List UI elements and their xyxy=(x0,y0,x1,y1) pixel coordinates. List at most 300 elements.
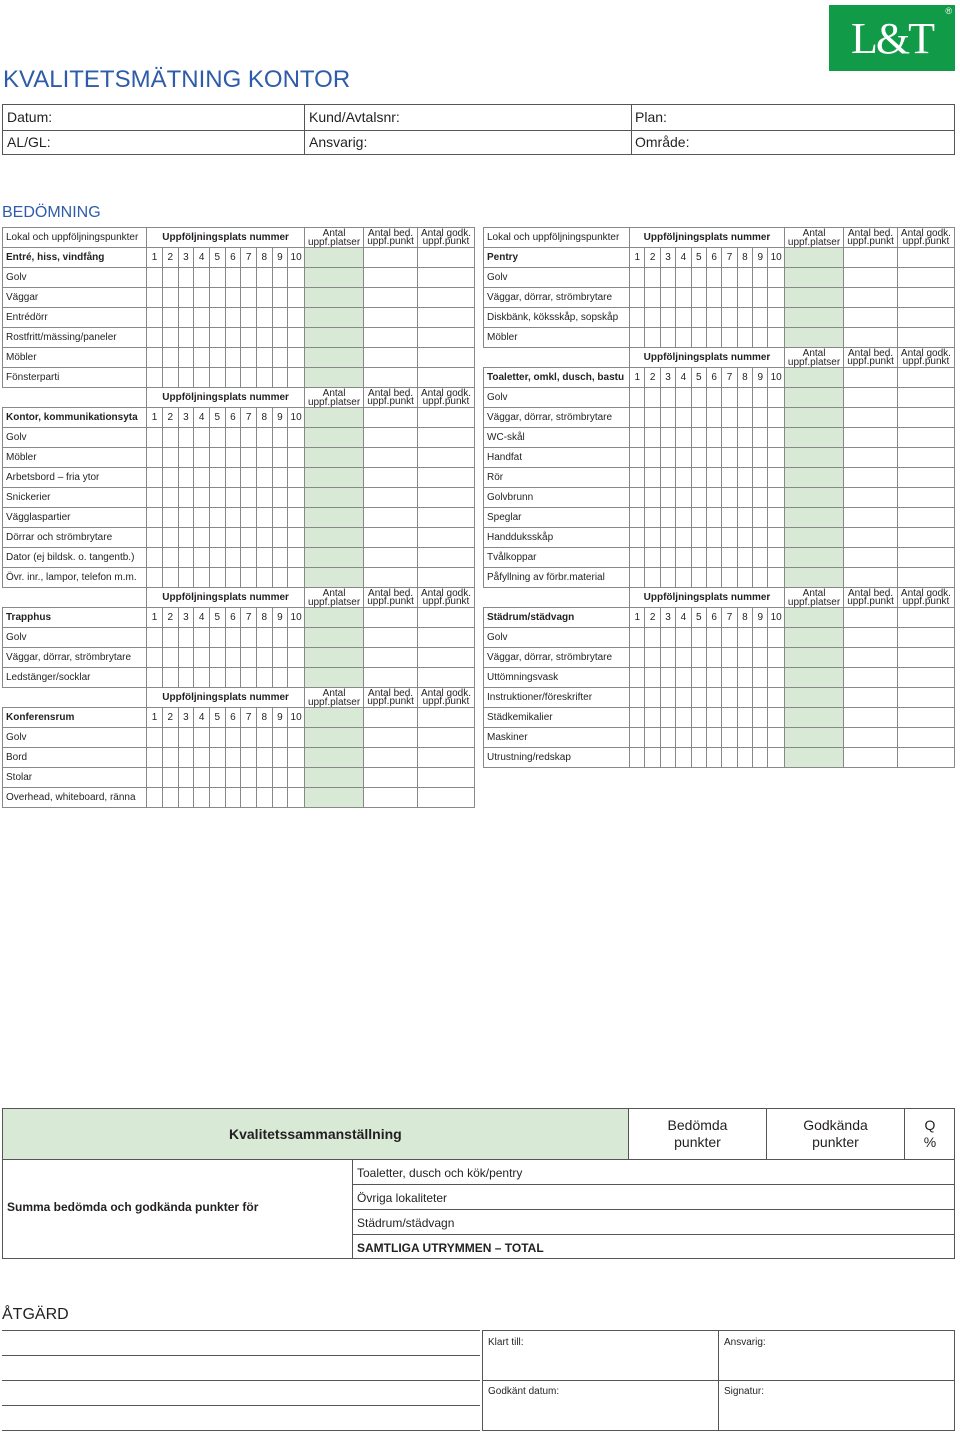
score-cell[interactable] xyxy=(768,428,785,448)
score-cell[interactable] xyxy=(691,328,706,348)
score-cell[interactable] xyxy=(272,428,288,448)
score-cell[interactable] xyxy=(194,528,210,548)
score-cell[interactable] xyxy=(209,628,225,648)
score-cell[interactable] xyxy=(272,768,288,788)
score-cell[interactable] xyxy=(256,308,272,328)
score-cell[interactable] xyxy=(272,268,288,288)
score-cell[interactable] xyxy=(645,548,660,568)
score-cell[interactable] xyxy=(241,728,257,748)
score-cell[interactable] xyxy=(722,268,737,288)
score-cell[interactable] xyxy=(178,348,194,368)
godk-cell[interactable] xyxy=(897,608,954,628)
score-cell[interactable] xyxy=(768,448,785,468)
score-cell[interactable] xyxy=(209,348,225,368)
score-cell[interactable] xyxy=(660,648,675,668)
score-cell[interactable] xyxy=(753,328,768,348)
score-cell[interactable] xyxy=(768,728,785,748)
score-cell[interactable] xyxy=(241,628,257,648)
antal-cell[interactable] xyxy=(304,648,363,668)
score-cell[interactable] xyxy=(722,428,737,448)
score-cell[interactable] xyxy=(630,268,645,288)
score-cell[interactable] xyxy=(768,468,785,488)
score-cell[interactable] xyxy=(225,788,241,808)
score-cell[interactable] xyxy=(288,368,305,388)
score-cell[interactable] xyxy=(768,568,785,588)
score-cell[interactable] xyxy=(660,628,675,648)
score-cell[interactable] xyxy=(194,508,210,528)
bed-cell[interactable] xyxy=(364,708,418,728)
antal-cell[interactable] xyxy=(304,368,363,388)
score-cell[interactable] xyxy=(660,548,675,568)
score-cell[interactable] xyxy=(676,288,691,308)
score-cell[interactable] xyxy=(288,528,305,548)
score-cell[interactable] xyxy=(147,568,163,588)
score-cell[interactable] xyxy=(706,408,721,428)
score-cell[interactable] xyxy=(706,388,721,408)
godk-cell[interactable] xyxy=(417,788,474,808)
score-cell[interactable] xyxy=(162,328,178,348)
score-cell[interactable] xyxy=(645,508,660,528)
score-cell[interactable] xyxy=(147,768,163,788)
score-cell[interactable] xyxy=(645,488,660,508)
bed-cell[interactable] xyxy=(844,668,898,688)
bed-cell[interactable] xyxy=(364,768,418,788)
score-cell[interactable] xyxy=(162,668,178,688)
score-cell[interactable] xyxy=(768,308,785,328)
score-cell[interactable] xyxy=(147,368,163,388)
bed-cell[interactable] xyxy=(364,608,418,628)
score-cell[interactable] xyxy=(162,348,178,368)
score-cell[interactable] xyxy=(691,428,706,448)
score-cell[interactable] xyxy=(768,488,785,508)
score-cell[interactable] xyxy=(147,328,163,348)
godk-cell[interactable] xyxy=(417,728,474,748)
score-cell[interactable] xyxy=(288,548,305,568)
score-cell[interactable] xyxy=(209,468,225,488)
bed-cell[interactable] xyxy=(364,728,418,748)
score-cell[interactable] xyxy=(706,428,721,448)
score-cell[interactable] xyxy=(225,568,241,588)
antal-cell[interactable] xyxy=(304,468,363,488)
score-cell[interactable] xyxy=(768,288,785,308)
score-cell[interactable] xyxy=(691,668,706,688)
antal-cell[interactable] xyxy=(304,728,363,748)
score-cell[interactable] xyxy=(737,728,752,748)
score-cell[interactable] xyxy=(691,708,706,728)
score-cell[interactable] xyxy=(178,528,194,548)
score-cell[interactable] xyxy=(645,568,660,588)
score-cell[interactable] xyxy=(676,328,691,348)
antal-cell[interactable] xyxy=(304,668,363,688)
antal-cell[interactable] xyxy=(784,628,843,648)
godk-cell[interactable] xyxy=(897,568,954,588)
score-cell[interactable] xyxy=(691,488,706,508)
score-cell[interactable] xyxy=(630,488,645,508)
bed-cell[interactable] xyxy=(844,388,898,408)
score-cell[interactable] xyxy=(194,728,210,748)
score-cell[interactable] xyxy=(722,488,737,508)
score-cell[interactable] xyxy=(676,508,691,528)
score-cell[interactable] xyxy=(256,328,272,348)
score-cell[interactable] xyxy=(737,388,752,408)
godk-cell[interactable] xyxy=(417,428,474,448)
godk-cell[interactable] xyxy=(897,548,954,568)
score-cell[interactable] xyxy=(147,508,163,528)
score-cell[interactable] xyxy=(722,508,737,528)
antal-cell[interactable] xyxy=(304,768,363,788)
score-cell[interactable] xyxy=(645,728,660,748)
score-cell[interactable] xyxy=(162,768,178,788)
score-cell[interactable] xyxy=(256,268,272,288)
score-cell[interactable] xyxy=(178,648,194,668)
score-cell[interactable] xyxy=(706,748,721,768)
score-cell[interactable] xyxy=(706,308,721,328)
score-cell[interactable] xyxy=(768,548,785,568)
score-cell[interactable] xyxy=(147,448,163,468)
score-cell[interactable] xyxy=(660,468,675,488)
score-cell[interactable] xyxy=(162,788,178,808)
score-cell[interactable] xyxy=(194,548,210,568)
godk-cell[interactable] xyxy=(417,308,474,328)
score-cell[interactable] xyxy=(288,448,305,468)
score-cell[interactable] xyxy=(691,408,706,428)
antal-cell[interactable] xyxy=(784,688,843,708)
score-cell[interactable] xyxy=(737,548,752,568)
score-cell[interactable] xyxy=(241,568,257,588)
score-cell[interactable] xyxy=(706,668,721,688)
score-cell[interactable] xyxy=(737,268,752,288)
score-cell[interactable] xyxy=(272,548,288,568)
score-cell[interactable] xyxy=(676,688,691,708)
score-cell[interactable] xyxy=(225,548,241,568)
bed-cell[interactable] xyxy=(844,568,898,588)
godk-cell[interactable] xyxy=(417,608,474,628)
score-cell[interactable] xyxy=(630,388,645,408)
score-cell[interactable] xyxy=(722,388,737,408)
score-cell[interactable] xyxy=(194,288,210,308)
score-cell[interactable] xyxy=(753,648,768,668)
score-cell[interactable] xyxy=(256,488,272,508)
score-cell[interactable] xyxy=(288,788,305,808)
score-cell[interactable] xyxy=(178,368,194,388)
score-cell[interactable] xyxy=(288,728,305,748)
score-cell[interactable] xyxy=(272,568,288,588)
antal-cell[interactable] xyxy=(784,288,843,308)
score-cell[interactable] xyxy=(630,668,645,688)
godk-cell[interactable] xyxy=(417,768,474,788)
score-cell[interactable] xyxy=(691,648,706,668)
ansvarig-field[interactable]: Ansvarig: xyxy=(309,134,368,150)
score-cell[interactable] xyxy=(225,268,241,288)
score-cell[interactable] xyxy=(288,488,305,508)
score-cell[interactable] xyxy=(660,688,675,708)
score-cell[interactable] xyxy=(178,448,194,468)
score-cell[interactable] xyxy=(660,668,675,688)
bed-cell[interactable] xyxy=(844,728,898,748)
antal-cell[interactable] xyxy=(304,428,363,448)
score-cell[interactable] xyxy=(737,568,752,588)
bed-cell[interactable] xyxy=(364,788,418,808)
score-cell[interactable] xyxy=(706,568,721,588)
score-cell[interactable] xyxy=(147,668,163,688)
score-cell[interactable] xyxy=(660,328,675,348)
score-cell[interactable] xyxy=(753,688,768,708)
score-cell[interactable] xyxy=(753,748,768,768)
score-cell[interactable] xyxy=(722,568,737,588)
score-cell[interactable] xyxy=(256,788,272,808)
score-cell[interactable] xyxy=(178,748,194,768)
antal-cell[interactable] xyxy=(784,268,843,288)
score-cell[interactable] xyxy=(209,368,225,388)
score-cell[interactable] xyxy=(722,688,737,708)
score-cell[interactable] xyxy=(737,428,752,448)
score-cell[interactable] xyxy=(256,648,272,668)
bed-cell[interactable] xyxy=(844,748,898,768)
score-cell[interactable] xyxy=(691,688,706,708)
score-cell[interactable] xyxy=(722,308,737,328)
score-cell[interactable] xyxy=(660,708,675,728)
score-cell[interactable] xyxy=(645,648,660,668)
bed-cell[interactable] xyxy=(364,428,418,448)
score-cell[interactable] xyxy=(691,448,706,468)
score-cell[interactable] xyxy=(147,728,163,748)
score-cell[interactable] xyxy=(645,448,660,468)
antal-cell[interactable] xyxy=(784,508,843,528)
score-cell[interactable] xyxy=(241,748,257,768)
score-cell[interactable] xyxy=(676,568,691,588)
score-cell[interactable] xyxy=(288,428,305,448)
kund-field[interactable]: Kund/Avtalsnr: xyxy=(309,109,400,125)
score-cell[interactable] xyxy=(706,508,721,528)
score-cell[interactable] xyxy=(147,548,163,568)
score-cell[interactable] xyxy=(178,488,194,508)
antal-cell[interactable] xyxy=(784,388,843,408)
score-cell[interactable] xyxy=(241,348,257,368)
score-cell[interactable] xyxy=(645,268,660,288)
score-cell[interactable] xyxy=(706,648,721,668)
score-cell[interactable] xyxy=(241,548,257,568)
score-cell[interactable] xyxy=(147,348,163,368)
score-cell[interactable] xyxy=(272,448,288,468)
bed-cell[interactable] xyxy=(844,528,898,548)
antal-cell[interactable] xyxy=(304,628,363,648)
score-cell[interactable] xyxy=(737,688,752,708)
bed-cell[interactable] xyxy=(364,488,418,508)
score-cell[interactable] xyxy=(162,548,178,568)
score-cell[interactable] xyxy=(288,328,305,348)
score-cell[interactable] xyxy=(630,288,645,308)
score-cell[interactable] xyxy=(178,568,194,588)
godk-cell[interactable] xyxy=(897,308,954,328)
godk-cell[interactable] xyxy=(417,708,474,728)
godk-cell[interactable] xyxy=(897,268,954,288)
score-cell[interactable] xyxy=(691,568,706,588)
godk-cell[interactable] xyxy=(417,668,474,688)
score-cell[interactable] xyxy=(706,448,721,468)
score-cell[interactable] xyxy=(272,748,288,768)
omrade-field[interactable]: Område: xyxy=(635,134,690,150)
score-cell[interactable] xyxy=(706,488,721,508)
score-cell[interactable] xyxy=(737,668,752,688)
antal-cell[interactable] xyxy=(304,288,363,308)
score-cell[interactable] xyxy=(272,648,288,668)
score-cell[interactable] xyxy=(645,528,660,548)
score-cell[interactable] xyxy=(147,528,163,548)
antal-cell[interactable] xyxy=(304,488,363,508)
antal-cell[interactable] xyxy=(784,328,843,348)
antal-cell[interactable] xyxy=(304,548,363,568)
score-cell[interactable] xyxy=(241,288,257,308)
score-cell[interactable] xyxy=(178,328,194,348)
bed-cell[interactable] xyxy=(844,488,898,508)
score-cell[interactable] xyxy=(706,288,721,308)
bed-cell[interactable] xyxy=(364,468,418,488)
score-cell[interactable] xyxy=(147,488,163,508)
godk-cell[interactable] xyxy=(417,508,474,528)
score-cell[interactable] xyxy=(225,468,241,488)
score-cell[interactable] xyxy=(676,708,691,728)
score-cell[interactable] xyxy=(645,628,660,648)
score-cell[interactable] xyxy=(241,528,257,548)
score-cell[interactable] xyxy=(225,328,241,348)
score-cell[interactable] xyxy=(753,668,768,688)
score-cell[interactable] xyxy=(272,468,288,488)
score-cell[interactable] xyxy=(645,748,660,768)
score-cell[interactable] xyxy=(753,568,768,588)
score-cell[interactable] xyxy=(288,568,305,588)
antal-cell[interactable] xyxy=(304,348,363,368)
score-cell[interactable] xyxy=(178,788,194,808)
signatur-field[interactable]: Signatur: xyxy=(724,1386,765,1397)
bed-cell[interactable] xyxy=(364,668,418,688)
score-cell[interactable] xyxy=(162,628,178,648)
score-cell[interactable] xyxy=(706,548,721,568)
score-cell[interactable] xyxy=(691,748,706,768)
score-cell[interactable] xyxy=(225,748,241,768)
score-cell[interactable] xyxy=(288,668,305,688)
godk-cell[interactable] xyxy=(897,708,954,728)
godk-cell[interactable] xyxy=(897,728,954,748)
score-cell[interactable] xyxy=(272,348,288,368)
godk-cell[interactable] xyxy=(897,248,954,268)
score-cell[interactable] xyxy=(225,308,241,328)
score-cell[interactable] xyxy=(645,388,660,408)
antal-cell[interactable] xyxy=(784,548,843,568)
antal-cell[interactable] xyxy=(784,448,843,468)
score-cell[interactable] xyxy=(194,648,210,668)
score-cell[interactable] xyxy=(147,788,163,808)
score-cell[interactable] xyxy=(241,788,257,808)
godk-cell[interactable] xyxy=(897,648,954,668)
bed-cell[interactable] xyxy=(364,348,418,368)
score-cell[interactable] xyxy=(256,428,272,448)
score-cell[interactable] xyxy=(691,468,706,488)
score-cell[interactable] xyxy=(147,308,163,328)
score-cell[interactable] xyxy=(162,728,178,748)
score-cell[interactable] xyxy=(768,688,785,708)
score-cell[interactable] xyxy=(225,288,241,308)
score-cell[interactable] xyxy=(288,348,305,368)
score-cell[interactable] xyxy=(225,448,241,468)
score-cell[interactable] xyxy=(768,528,785,548)
score-cell[interactable] xyxy=(162,268,178,288)
score-cell[interactable] xyxy=(753,388,768,408)
antal-cell[interactable] xyxy=(784,668,843,688)
score-cell[interactable] xyxy=(737,628,752,648)
score-cell[interactable] xyxy=(162,748,178,768)
score-cell[interactable] xyxy=(194,348,210,368)
score-cell[interactable] xyxy=(722,548,737,568)
score-cell[interactable] xyxy=(676,628,691,648)
score-cell[interactable] xyxy=(722,668,737,688)
score-cell[interactable] xyxy=(162,488,178,508)
score-cell[interactable] xyxy=(753,468,768,488)
score-cell[interactable] xyxy=(288,768,305,788)
antal-cell[interactable] xyxy=(304,268,363,288)
score-cell[interactable] xyxy=(241,448,257,468)
godk-cell[interactable] xyxy=(417,408,474,428)
score-cell[interactable] xyxy=(272,528,288,548)
score-cell[interactable] xyxy=(645,288,660,308)
score-cell[interactable] xyxy=(768,268,785,288)
score-cell[interactable] xyxy=(645,668,660,688)
score-cell[interactable] xyxy=(162,528,178,548)
antal-cell[interactable] xyxy=(304,708,363,728)
antal-cell[interactable] xyxy=(304,308,363,328)
score-cell[interactable] xyxy=(147,268,163,288)
score-cell[interactable] xyxy=(209,288,225,308)
score-cell[interactable] xyxy=(209,748,225,768)
bed-cell[interactable] xyxy=(844,688,898,708)
antal-cell[interactable] xyxy=(784,648,843,668)
score-cell[interactable] xyxy=(162,568,178,588)
score-cell[interactable] xyxy=(256,528,272,548)
score-cell[interactable] xyxy=(162,468,178,488)
score-cell[interactable] xyxy=(225,728,241,748)
score-cell[interactable] xyxy=(241,308,257,328)
score-cell[interactable] xyxy=(660,568,675,588)
antal-cell[interactable] xyxy=(304,788,363,808)
bed-cell[interactable] xyxy=(844,408,898,428)
score-cell[interactable] xyxy=(737,748,752,768)
score-cell[interactable] xyxy=(256,568,272,588)
bed-cell[interactable] xyxy=(844,448,898,468)
score-cell[interactable] xyxy=(706,468,721,488)
score-cell[interactable] xyxy=(676,668,691,688)
score-cell[interactable] xyxy=(645,408,660,428)
score-cell[interactable] xyxy=(691,268,706,288)
godk-cell[interactable] xyxy=(897,328,954,348)
score-cell[interactable] xyxy=(288,748,305,768)
score-cell[interactable] xyxy=(753,508,768,528)
score-cell[interactable] xyxy=(676,528,691,548)
score-cell[interactable] xyxy=(272,488,288,508)
score-cell[interactable] xyxy=(272,668,288,688)
bed-cell[interactable] xyxy=(364,528,418,548)
bed-cell[interactable] xyxy=(364,308,418,328)
bed-cell[interactable] xyxy=(364,628,418,648)
score-cell[interactable] xyxy=(241,468,257,488)
score-cell[interactable] xyxy=(178,288,194,308)
score-cell[interactable] xyxy=(178,668,194,688)
score-cell[interactable] xyxy=(676,548,691,568)
score-cell[interactable] xyxy=(288,308,305,328)
score-cell[interactable] xyxy=(225,528,241,548)
score-cell[interactable] xyxy=(225,768,241,788)
score-cell[interactable] xyxy=(768,508,785,528)
score-cell[interactable] xyxy=(676,468,691,488)
score-cell[interactable] xyxy=(722,748,737,768)
